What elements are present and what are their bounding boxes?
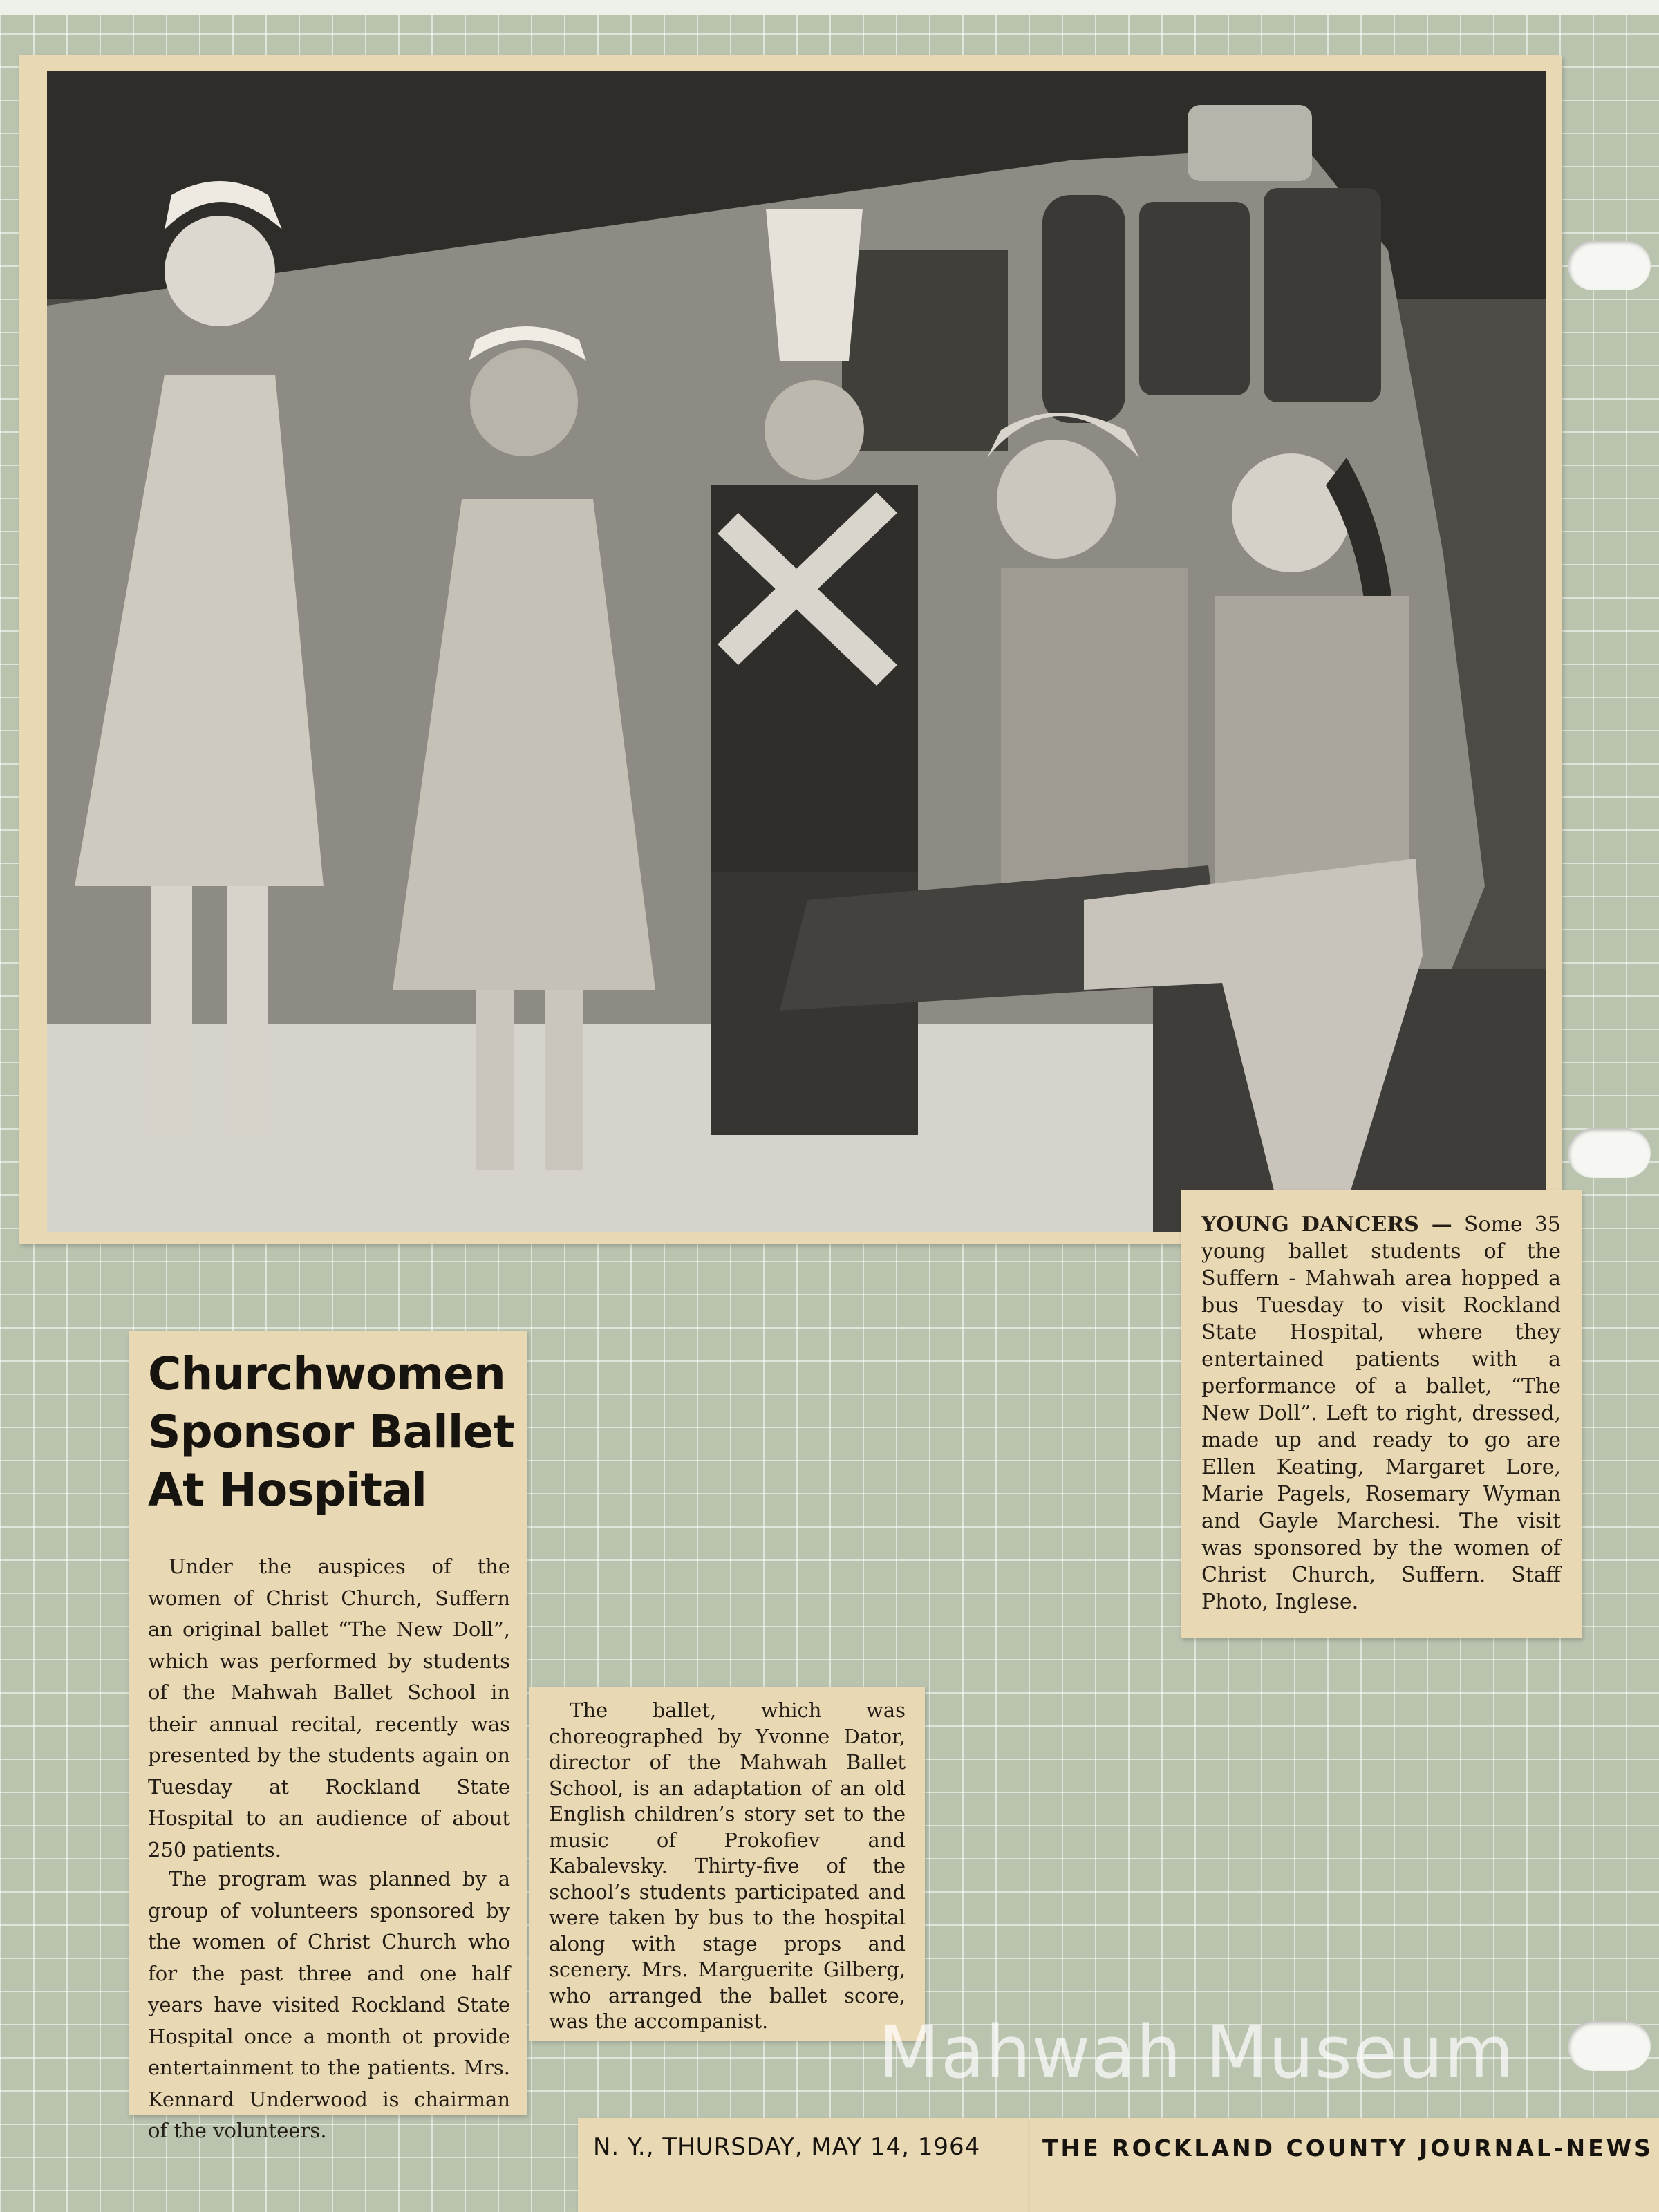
scan-top-edge (0, 0, 1659, 15)
newspaper-name: THE ROCKLAND COUNTY JOURNAL-NEWS (1042, 2135, 1653, 2162)
binder-hole-bottom (1568, 2021, 1651, 2071)
girl-1-leg-left (151, 886, 192, 1135)
girl-1-leg-right (227, 886, 268, 1135)
bus-sign (1188, 105, 1312, 181)
scarecrow-head (997, 440, 1116, 559)
girl-2-leg-left (476, 990, 514, 1170)
masthead-clipping (1030, 2118, 1659, 2212)
girl-5-head (1232, 453, 1351, 572)
headline-line-1: Churchwomen (148, 1347, 505, 1400)
bus-side-window (842, 250, 1008, 451)
headline-line-3: At Hospital (148, 1463, 427, 1517)
bus-window-front-right (1264, 188, 1381, 402)
article-paragraph-2: The program was planned by a group of volunteers sponsored by the women of Christ Church who for the past three and one half years have visited Rockland State Hospital once a month ot provide entertainment to the patients. Mrs. Kennard Underwood is chairman of the volunteers. (148, 1867, 510, 2142)
dancers-photo-illustration (47, 71, 1546, 1232)
soldier-hat (766, 209, 863, 361)
binder-hole-middle (1568, 1128, 1651, 1178)
caption-lead: YOUNG DANCERS — (1201, 1212, 1452, 1237)
article-clipping (129, 1331, 527, 2142)
photo-caption (1201, 1211, 1561, 1615)
photo-clipping (19, 55, 1562, 1244)
binder-hole-top (1568, 241, 1651, 290)
photo-caption-clipping (1181, 1190, 1582, 1638)
museum-watermark: Mahwah Museum (878, 2010, 1515, 2094)
dateline-clipping (578, 2118, 1034, 2212)
caption-body: Some 35 young ballet students of the Suffern - Mahwah area hopped a bus Tuesday to visit Rockland State Hospital, where they entertained patients with a performance of a ballet, “The New Doll”. Left to right, dressed, made up and ready to go are Ellen Keating, Margaret Lore, Marie Pagels, Rosemary Wyman and Gayle Marchesi. The visit was sponsored by the women of Christ Church, Suffern. Staff Photo, Inglese. (1201, 1212, 1561, 1614)
article-continuation-clipping (529, 1687, 925, 2041)
girl-5-top (1215, 596, 1409, 886)
dateline: N. Y., THURSDAY, MAY 14, 1964 (593, 2133, 981, 2161)
headline-line-2: Sponsor Ballet (148, 1405, 514, 1459)
dancers-photo (47, 71, 1546, 1232)
bus-door-window (1042, 195, 1125, 423)
girl-1-head (165, 216, 275, 326)
soldier-head (765, 380, 864, 480)
girl-2-head (470, 348, 578, 456)
article-headline (148, 1345, 514, 1519)
article-paragraph-1: Under the auspices of the women of Christ Church, Suffern an original ballet “The New Doll”, which was performed by students of the Mahwah Ballet School in their annual recital, recently was presented by the students again on Tuesday at Rockland State Hospital to an audience of about 250 patients. (148, 1555, 510, 1862)
article-continuation: The ballet, which was choreographed by Yvonne Dator, director of the Mahwah Ballet School, is an adaptation of an old English children’s story set to the music of Prokofiev and Kabalevsky. Thirty-five of the school’s students participated and were taken by bus to the hospital along with stage props and scenery. Mrs. Marguerite Gilberg, who arranged the ballet score, was the accompanist. (549, 1698, 906, 2033)
girl-2-leg-right (545, 990, 583, 1170)
bus-window-front-left (1139, 202, 1250, 395)
scarecrow-shirt (1001, 568, 1188, 900)
